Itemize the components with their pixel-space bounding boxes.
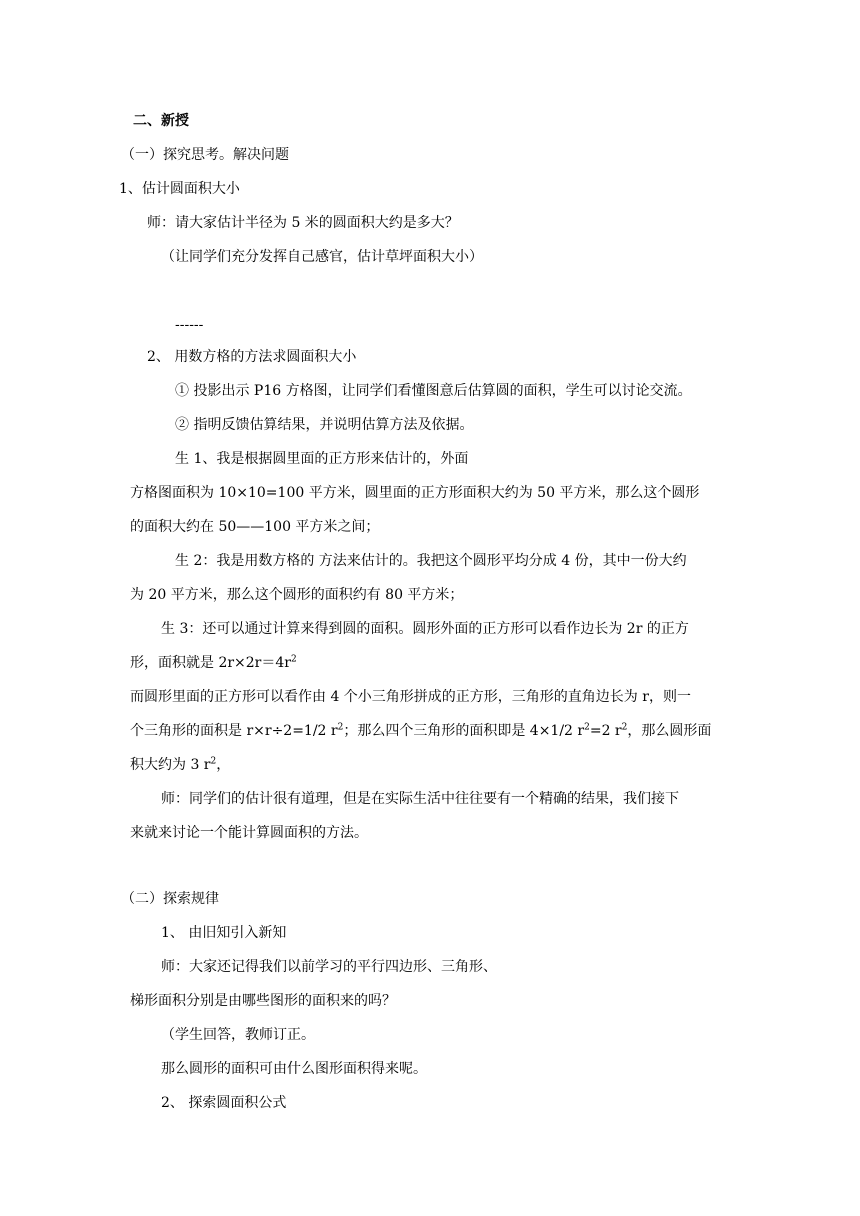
- superscript: 2: [210, 756, 217, 767]
- superscript: 2: [337, 722, 344, 733]
- item-heading-1: 1、估计圆面积大小: [119, 181, 240, 197]
- section-heading: 二、新授: [133, 113, 189, 129]
- student-1-line-2: 方格图面积为 10×10=100 平方米，圆里面的正方形面积大约为 50 平方米，那么这个圆形: [130, 485, 700, 501]
- formula-text: 个三角形的面积是 r×r÷2=1/2 r: [130, 723, 338, 739]
- teacher-comment-line-1: 师：同学们的估计很有道理，但是在实际生活中往往要有一个精确的结果，我们接下: [161, 791, 679, 807]
- paragraph-teacher-question: 师：请大家估计半径为 5 米的圆面积大约是多大？: [147, 215, 459, 231]
- formula-text: =2 r: [589, 723, 622, 739]
- paragraph-note: （让同学们充分发挥自己感官，估计草坪面积大小）: [161, 249, 483, 265]
- student-3-line-1: 生 3：还可以通过计算来得到圆的面积。圆形外面的正方形可以看作边长为 2r 的正方: [161, 621, 689, 637]
- follow-up-question: 那么圆形的面积可由什么图形面积得来呢。: [161, 1061, 427, 1077]
- student-3-line-5: [130, 755, 230, 775]
- item-heading-2: 2、 用数方格的方法求圆面积大小: [147, 349, 357, 365]
- student-3-line-4: [130, 721, 711, 741]
- subsection-heading-1: （一）探究思考。解决问题: [121, 147, 289, 163]
- student-2-line-1: 生 2：我是用数方格的 方法来估计的。我把这个圆形平均分成 4 份，其中一份大约: [175, 553, 687, 569]
- subsection-heading-2: （二）探索规律: [121, 891, 219, 907]
- formula-text: 积大约为 3 r: [130, 757, 211, 773]
- formula-text: ；那么四个三角形的面积即是 4×1/2 r: [343, 723, 585, 739]
- superscript: 2: [621, 722, 628, 733]
- student-3-line-2: [130, 653, 297, 673]
- dashes: ------: [175, 317, 204, 333]
- superscript: 2: [584, 722, 590, 733]
- item-heading-4: 2、 探索圆面积公式: [161, 1095, 287, 1111]
- teacher-question-line-1: 师：大家还记得我们以前学习的平行四边形、三角形、: [161, 959, 497, 975]
- circled-item-2: ② 指明反馈估算结果，并说明估算方法及依据。: [175, 417, 474, 433]
- superscript: 2: [290, 654, 297, 665]
- student-2-line-2: 为 20 平方米，那么这个圆形的面积约有 80 平方米；: [130, 587, 464, 603]
- teacher-comment-line-2: 来就来讨论一个能计算圆面积的方法。: [130, 825, 368, 841]
- circled-item-1: ① 投影出示 P16 方格图，让同学们看懂图意后估算圆的面积，学生可以讨论交流。: [175, 383, 692, 399]
- student-1-line-1: 生 1、我是根据圆里面的正方形来估计的，外面: [175, 451, 469, 467]
- item-heading-3: 1、 由旧知引入新知: [161, 925, 287, 941]
- student-3-line-3: 而圆形里面的正方形可以看作由 4 个小三角形拼成的正方形，三角形的直角边长为 r，则一: [130, 689, 691, 705]
- teacher-question-line-2: 梯形面积分别是由哪些图形的面积来的吗？: [130, 993, 396, 1009]
- student-answer-note: （学生回答，教师订正。: [161, 1027, 315, 1043]
- student-1-line-3: 的面积大约在 50——100 平方米之间；: [130, 519, 380, 535]
- formula-text: ，: [216, 757, 231, 773]
- formula-text: ，那么圆形面: [627, 723, 712, 739]
- formula-text: 形，面积就是 2r×2r＝4r: [130, 655, 291, 671]
